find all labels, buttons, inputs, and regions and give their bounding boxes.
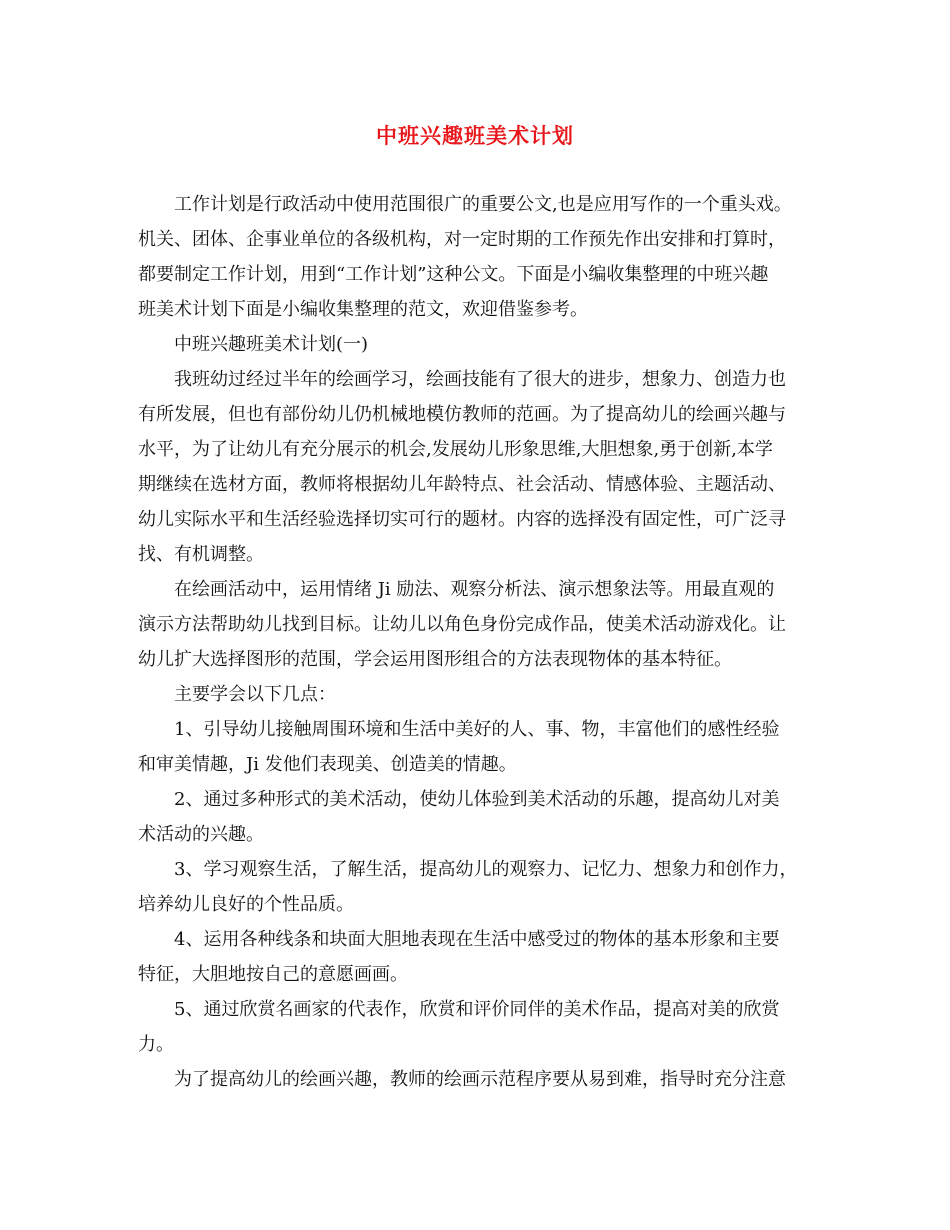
text-line: 1、引导幼儿接触周围环境和生活中美好的人、事、物，丰富他们的感性经验	[174, 719, 780, 740]
text-line: 有所发展，但也有部份幼儿仍机械地模仿教师的范画。为了提高幼儿的绘画兴趣与	[138, 404, 786, 425]
text-line: 力。	[138, 1034, 174, 1055]
text-line: 在绘画活动中，运用情绪 Ji 励法、观察分析法、演示想象法等。用最直观的	[174, 579, 775, 600]
text-line: 我班幼过经过半年的绘画学习，绘画技能有了很大的进步，想象力、创造力也	[174, 369, 786, 390]
text-line: 术活动的兴趣。	[138, 824, 264, 845]
text-line: 都要制定工作计划，用到“工作计划”这种公文。下面是小编收集整理的中班兴趣	[138, 264, 769, 285]
text-line: 幼儿扩大选择图形的范围，学会运用图形组合的方法表现物体的基本特征。	[138, 649, 732, 670]
text-line: 2、通过多种形式的美术活动，使幼儿体验到美术活动的乐趣，提高幼儿对美	[174, 789, 780, 810]
text-line: 和审美情趣，Ji 发他们表现美、创造美的情趣。	[138, 754, 517, 775]
text-line: 培养幼儿良好的个性品质。	[138, 894, 354, 915]
text-line: 水平，为了让幼儿有充分展示的机会,发展幼儿形象思维,大胆想象,勇于创新,本学	[138, 439, 773, 460]
text-line: 5、通过欣赏名画家的代表作，欣赏和评价同伴的美术作品，提高对美的欣赏	[174, 999, 780, 1020]
text-line: 班美术计划下面是小编收集整理的范文，欢迎借鉴参考。	[138, 299, 588, 320]
text-line: 工作计划是行政活动中使用范围很广的重要公文,也是应用写作的一个重头戏。	[174, 194, 792, 215]
text-line: 3、学习观察生活，了解生活，提高幼儿的观察力、记忆力、想象力和创作力，	[174, 859, 798, 880]
text-line: 4、运用各种线条和块面大胆地表现在生活中感受过的物体的基本形象和主要	[174, 929, 780, 950]
text-line: 找、有机调整。	[138, 544, 264, 565]
text-line: 中班兴趣班美术计划(一)	[174, 334, 369, 355]
text-line: 为了提高幼儿的绘画兴趣，教师的绘画示范程序要从易到难，指导时充分注意	[174, 1069, 786, 1090]
text-line: 期继续在选材方面，教师将根据幼儿年龄特点、社会活动、情感体验、主题活动、	[138, 474, 786, 495]
text-line: 特征，大胆地按自己的意愿画画。	[138, 964, 408, 985]
text-line: 演示方法帮助幼儿找到目标。让幼儿以角色身份完成作品，使美术活动游戏化。让	[138, 614, 786, 635]
text-line: 机关、团体、企事业单位的各级机构，对一定时期的工作预先作出安排和打算时，	[138, 229, 786, 250]
text-line: 幼儿实际水平和生活经验选择切实可行的题材。内容的选择没有固定性，可广泛寻	[138, 509, 786, 530]
document-title: 中班兴趣班美术计划	[376, 123, 574, 148]
text-line: 主要学会以下几点：	[174, 684, 336, 705]
